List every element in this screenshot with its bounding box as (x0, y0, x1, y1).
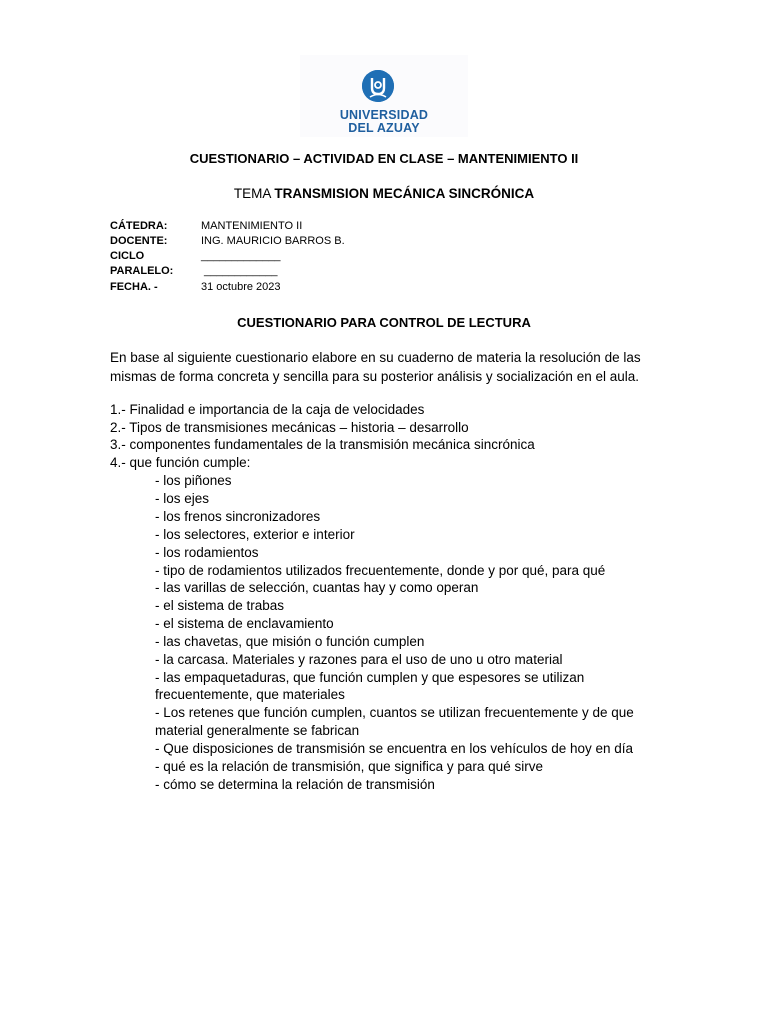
info-value: ____________ (201, 265, 278, 277)
subitem-continuation: material generalmente se fabrican (155, 723, 360, 738)
subitem: - el sistema de enclavamiento (155, 616, 334, 631)
university-emblem-icon (362, 70, 394, 102)
info-value: MANTENIMIENTO II (201, 220, 303, 232)
question-item: 3.- componentes fundamentales de la transmisión mecánica sincrónica (110, 437, 535, 452)
subitem: - los frenos sincronizadores (155, 509, 321, 524)
info-label: FECHA. - (110, 281, 158, 293)
subitem-continuation: frecuentemente, que materiales (155, 687, 345, 702)
topic-prefix: TEMA (233, 186, 275, 201)
info-label: CICLO (110, 250, 145, 262)
subitem: - qué es la relación de transmisión, que significa y para qué sirve (155, 759, 543, 774)
subitem: - el sistema de trabas (155, 598, 285, 613)
info-value: ING. MAURICIO BARROS B. (201, 235, 345, 247)
info-label: PARALELO: (110, 265, 174, 277)
info-label: DOCENTE: (110, 235, 168, 247)
subitem: - los selectores, exterior e interior (155, 527, 355, 542)
subitem: - las chavetas, que misión o función cumplen (155, 634, 425, 649)
info-value: _____________ (201, 250, 281, 262)
topic-value: TRANSMISION MECÁNICA SINCRÓNICA (274, 186, 535, 201)
logo-text-line2: DEL AZUAY (348, 121, 420, 135)
subitem: - la carcasa. Materiales y razones para el uso de uno u otro material (155, 652, 563, 667)
subitem: - Los retenes que función cumplen, cuantos se utilizan frecuentemente y de que (155, 705, 634, 720)
info-value: 31 octubre 2023 (201, 281, 281, 293)
info-label: CÁTEDRA: (110, 220, 168, 232)
question-item: 2.- Tipos de transmisiones mecánicas – historia – desarrollo (110, 420, 469, 435)
topic-line (0, 186, 768, 201)
subitem: - los ejes (155, 491, 210, 506)
intro-paragraph: En base al siguiente cuestionario elabore en su cuaderno de materia la resolución de las mismas de forma concreta y sencilla para su posterior análisis y socialización en el aula. (110, 350, 641, 384)
section-title: CUESTIONARIO PARA CONTROL DE LECTURA (237, 315, 531, 330)
subitem: - los rodamientos (155, 545, 259, 560)
question-item: 4.- que función cumple: (110, 455, 251, 470)
university-logo (300, 55, 468, 137)
subitem: - cómo se determina la relación de transmisión (155, 777, 435, 792)
question-item: 1.- Finalidad e importancia de la caja de velocidades (110, 402, 425, 417)
logo-text-line1: UNIVERSIDAD (339, 108, 429, 122)
subitem: - los piñones (155, 473, 232, 488)
document-title: CUESTIONARIO – ACTIVIDAD EN CLASE – MANTENIMIENTO II (189, 151, 579, 166)
subitem: - Que disposiciones de transmisión se encuentra en los vehículos de hoy en día (155, 741, 634, 756)
subitem: - tipo de rodamientos utilizados frecuentemente, donde y por qué, para qué (155, 563, 606, 578)
subitem: - las varillas de selección, cuantas hay y como operan (155, 580, 479, 595)
subitem: - las empaquetaduras, que función cumplen y que espesores se utilizan (155, 670, 585, 685)
